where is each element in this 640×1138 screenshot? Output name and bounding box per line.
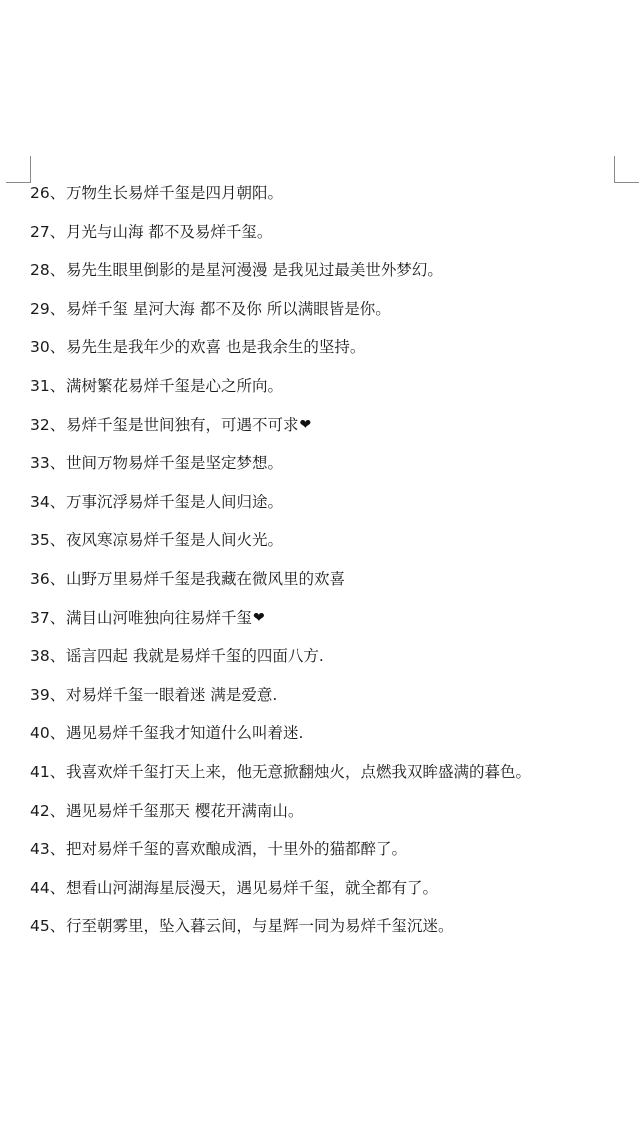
left-margin-corner-mark	[6, 156, 31, 183]
item-number: 40、	[30, 724, 66, 743]
heart-icon: ❤	[299, 416, 312, 433]
list-item	[30, 603, 630, 642]
list-item	[30, 255, 630, 294]
item-text: 山野万里易烊千玺是我藏在微风里的欢喜	[66, 569, 346, 588]
item-number: 38、	[30, 647, 66, 666]
item-text: 满树繁花易烊千玺是心之所向。	[66, 376, 284, 395]
item-text: 想看山河湖海星辰漫天，遇见易烊千玺，就全都有了。	[66, 878, 439, 897]
list-item	[30, 718, 630, 757]
item-number: 39、	[30, 685, 66, 704]
list-item	[30, 680, 630, 719]
list-item	[30, 178, 630, 217]
list-item	[30, 217, 630, 256]
item-number: 45、	[30, 917, 66, 936]
list-item	[30, 834, 630, 873]
item-number: 36、	[30, 569, 66, 588]
item-text: 万事沉浮易烊千玺是人间归途。	[66, 492, 284, 511]
item-number: 27、	[30, 222, 66, 241]
list-item	[30, 873, 630, 912]
item-text: 谣言四起 我就是易烊千玺的四面八方.	[66, 647, 324, 666]
list-item	[30, 911, 630, 950]
item-text: 夜风寒凉易烊千玺是人间火光。	[66, 531, 284, 550]
item-number: 34、	[30, 492, 66, 511]
item-number: 29、	[30, 299, 66, 318]
list-item	[30, 410, 630, 449]
item-text: 万物生长易烊千玺是四月朝阳。	[66, 184, 284, 202]
item-text: 月光与山海 都不及易烊千玺。	[66, 222, 273, 241]
list-item	[30, 796, 630, 835]
list-item	[30, 564, 630, 603]
item-number: 43、	[30, 840, 66, 859]
list-item	[30, 757, 630, 796]
item-text: 易烊千玺 星河大海 都不及你 所以满眼皆是你。	[66, 299, 391, 318]
list-item	[30, 294, 630, 333]
item-text: 行至朝雾里，坠入暮云间，与星辉一同为易烊千玺沉迷。	[66, 917, 454, 936]
list-item	[30, 487, 630, 526]
item-number: 35、	[30, 531, 66, 550]
item-number: 26、	[30, 184, 66, 202]
list-item	[30, 448, 630, 487]
item-text: 我喜欢烊千玺打天上来，他无意掀翻烛火，点燃我双眸盛满的暮色。	[66, 762, 532, 781]
numbered-list	[30, 178, 630, 950]
item-text: 易先生眼里倒影的是星河漫漫 是我见过最美世外梦幻。	[66, 261, 443, 280]
list-item	[30, 641, 630, 680]
list-item	[30, 371, 630, 410]
item-number: 37、	[30, 608, 66, 627]
item-text: 易烊千玺是世间独有，可遇不可求	[66, 415, 299, 434]
item-text: 易先生是我年少的欢喜 也是我余生的坚持。	[66, 338, 366, 357]
item-number: 41、	[30, 762, 66, 781]
item-text: 遇见易烊千玺那天 樱花开满南山。	[66, 801, 304, 820]
heart-icon: ❤	[253, 609, 265, 626]
item-number: 28、	[30, 261, 66, 280]
item-text: 对易烊千玺一眼着迷 满是爱意.	[66, 685, 278, 704]
item-number: 44、	[30, 878, 66, 897]
item-text: 遇见易烊千玺我才知道什么叫着迷.	[66, 724, 304, 743]
item-text: 满目山河唯独向往易烊千玺	[66, 608, 253, 627]
item-number: 31、	[30, 376, 66, 395]
list-item	[30, 525, 630, 564]
item-text: 世间万物易烊千玺是坚定梦想。	[66, 454, 284, 473]
item-number: 32、	[30, 415, 66, 434]
item-number: 30、	[30, 338, 66, 357]
item-text: 把对易烊千玺的喜欢酿成酒，十里外的猫都醉了。	[66, 840, 408, 859]
item-number: 33、	[30, 454, 66, 473]
item-number: 42、	[30, 801, 66, 820]
list-item	[30, 332, 630, 371]
